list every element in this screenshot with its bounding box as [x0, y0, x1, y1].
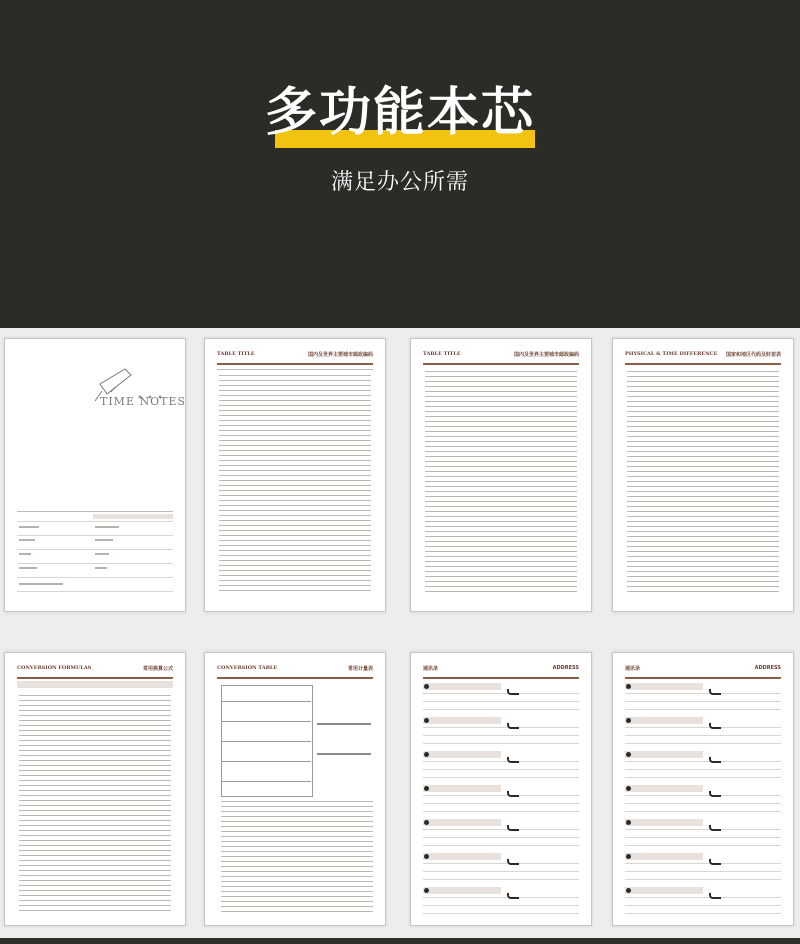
- page-right-title: 国内及世界主要城市邮政编码: [513, 352, 579, 358]
- page-conversion-formulas: [4, 652, 186, 926]
- page-right-title: 常用换算公式: [142, 666, 173, 672]
- page-left-title: CONVERSION FORMULAS: [17, 665, 92, 671]
- page-left-title: TABLE TITLE: [423, 351, 461, 357]
- bottom-bar: [0, 938, 800, 944]
- page-right-title: 国家和地区代码及时差表: [725, 352, 781, 358]
- page-table-1: [204, 338, 386, 612]
- page-cover: [4, 338, 186, 612]
- page-left-title: 通讯录: [423, 666, 439, 672]
- cover-illustration: [5, 339, 185, 611]
- page-right-title: ADDRESS: [552, 665, 579, 671]
- page-left-title: 通讯录: [625, 666, 641, 672]
- page-right-title: 常用计量表: [347, 666, 373, 672]
- page-table-2: [410, 338, 592, 612]
- hero-title-text: 多功能本芯: [264, 83, 535, 143]
- page-left-title: TABLE TITLE: [217, 351, 255, 357]
- page-conversion-table: [204, 652, 386, 926]
- page-address-2: [612, 652, 794, 926]
- page-left-title: CONVERSION TABLE: [217, 665, 278, 671]
- hero-subtitle: 满足办公所需: [330, 170, 469, 195]
- page-left-title: PHYSICAL & TIME DIFFERENCE: [625, 351, 718, 357]
- cover-brand: TIME NOTES: [100, 395, 187, 408]
- page-right-title: 国内及世界主要城市邮政编码: [307, 352, 373, 358]
- page-address-1: [410, 652, 592, 926]
- page-right-title: ADDRESS: [754, 665, 781, 671]
- hero-title: [257, 80, 543, 146]
- page-table-3: [612, 338, 794, 612]
- hero-banner: [0, 0, 800, 328]
